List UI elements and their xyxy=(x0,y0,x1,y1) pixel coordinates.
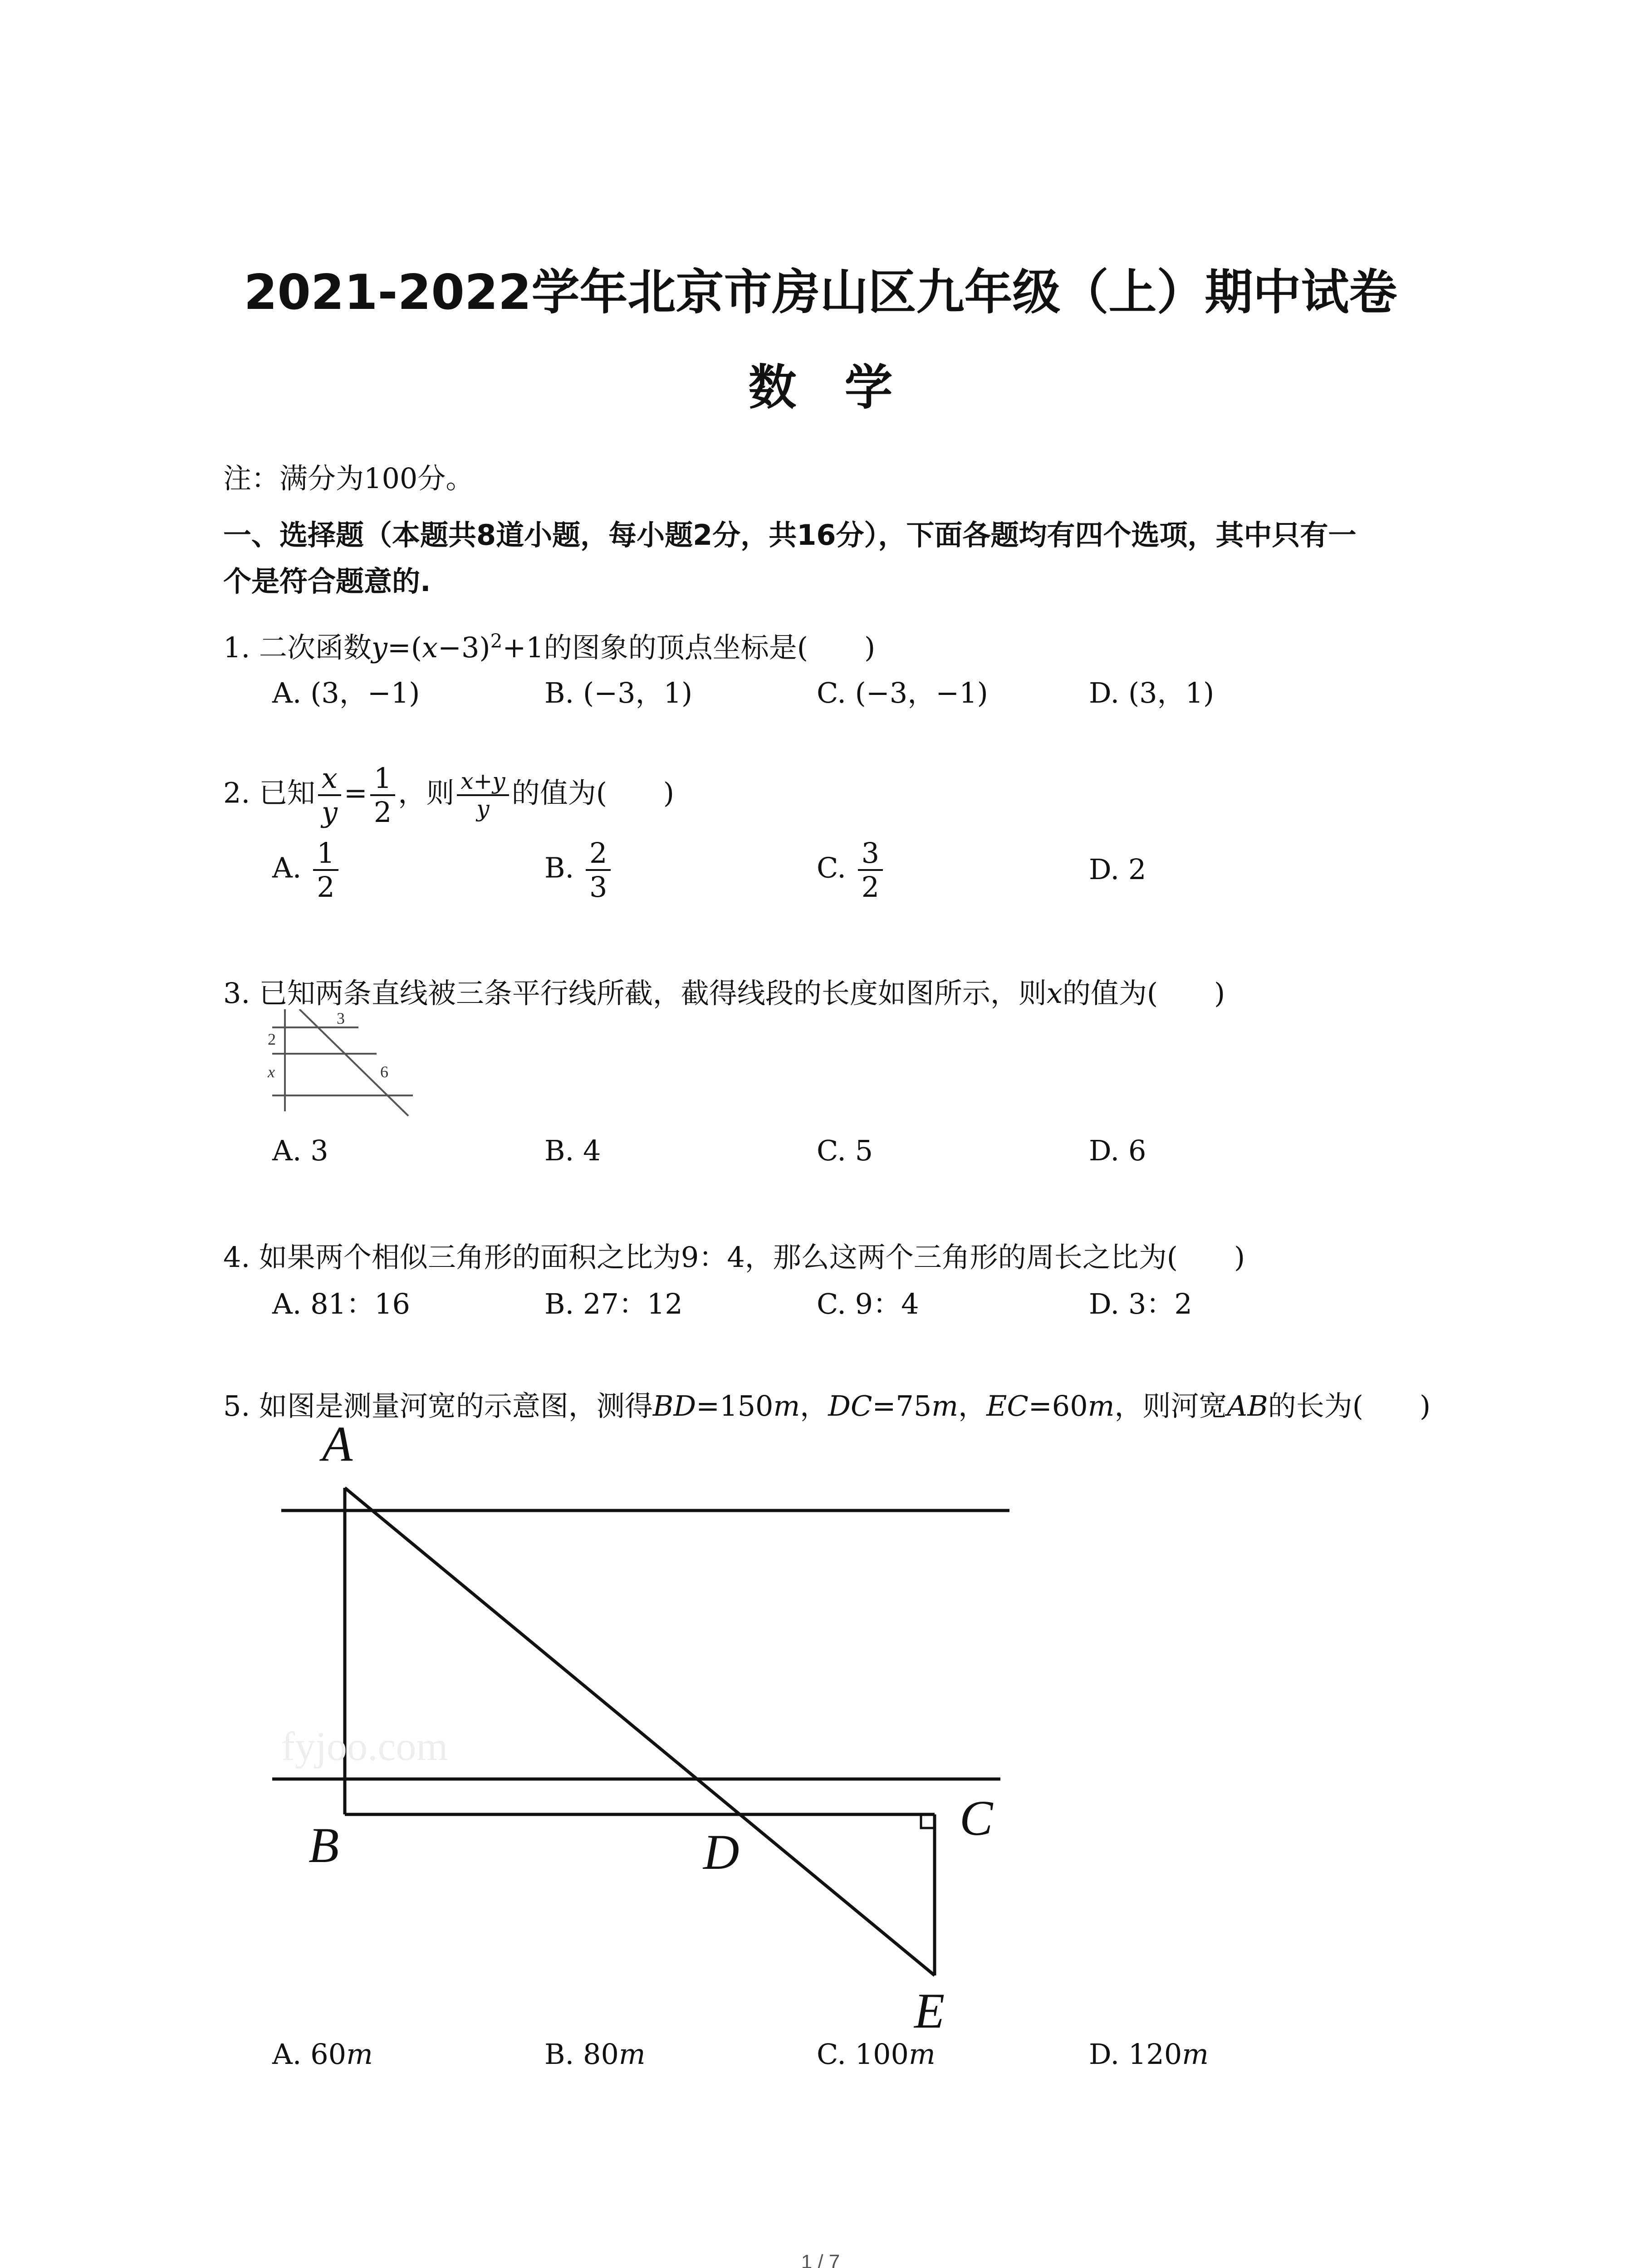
question-text: 已知 xyxy=(259,776,315,810)
option-letter: A. xyxy=(272,1287,302,1320)
option-value: 100 xyxy=(855,2038,909,2071)
question-number: 1. xyxy=(223,631,250,664)
option-letter: D. xyxy=(1089,1287,1120,1320)
option-d[interactable] xyxy=(1089,1134,1146,1167)
option-letter: B. xyxy=(544,676,574,709)
denominator: 2 xyxy=(373,796,392,829)
question-text-tail: 的值为( ) xyxy=(1062,977,1225,1010)
option-text: (−3，1) xyxy=(583,676,693,709)
question-text-tail: 的长为( ) xyxy=(1268,1389,1431,1422)
option-letter: D. xyxy=(1089,676,1120,709)
option-d[interactable] xyxy=(1089,2038,1209,2071)
question-text: 如果两个相似三角形的面积之比为9：4，那么这两个三角形的周长之比为( ) xyxy=(259,1241,1245,1274)
math-text: =( xyxy=(387,631,422,664)
segment-label-3: 3 xyxy=(337,1009,345,1027)
fraction xyxy=(858,837,883,904)
option-text: 6 xyxy=(1128,1134,1146,1167)
option-a[interactable] xyxy=(272,1134,328,1167)
question-number: 2. xyxy=(223,776,250,810)
option-text: 27：12 xyxy=(583,1287,683,1320)
question-number: 3. xyxy=(223,977,250,1010)
option-text: 81：16 xyxy=(310,1287,410,1320)
option-value: 60 xyxy=(310,2038,347,2071)
option-unit: m xyxy=(909,2038,936,2071)
option-b[interactable] xyxy=(544,837,613,904)
section-heading-line1: 一、选择题（本题共8道小题，每小题2分，共16分），下面各题均有四个选项，其中只有一 xyxy=(223,518,1357,552)
separator: ， xyxy=(800,1389,828,1422)
option-value: 120 xyxy=(1128,2038,1182,2071)
option-d[interactable] xyxy=(1089,853,1146,886)
subject-title: 数 学 xyxy=(748,360,893,415)
question-2 xyxy=(223,762,674,829)
math-text: +1 xyxy=(502,631,544,664)
option-text: (3，1) xyxy=(1128,676,1215,709)
option-letter: D. xyxy=(1089,853,1120,886)
math-var: x xyxy=(422,631,438,664)
option-text: 3：2 xyxy=(1128,1287,1192,1320)
option-b[interactable] xyxy=(544,1134,601,1167)
math-value: =60 xyxy=(1028,1389,1088,1422)
option-text: 9：4 xyxy=(855,1287,919,1320)
numerator: 1 xyxy=(370,762,395,796)
math-unit: m xyxy=(773,1389,800,1422)
option-c[interactable] xyxy=(817,837,886,904)
option-text: (3，−1) xyxy=(310,676,420,709)
option-letter: C. xyxy=(817,1134,846,1167)
option-letter: A. xyxy=(272,851,302,885)
score-note: 注：满分为100分。 xyxy=(223,462,474,495)
math-var: AB xyxy=(1227,1389,1268,1422)
question-text: ，则 xyxy=(398,776,455,810)
denominator: y xyxy=(321,796,338,829)
point-label-b: B xyxy=(309,1818,339,1873)
question-text: 如图是测量河宽的示意图，测得 xyxy=(259,1389,653,1422)
fraction xyxy=(586,837,611,904)
math-text: −3) xyxy=(438,631,490,664)
option-unit: m xyxy=(618,2038,646,2071)
point-label-d: D xyxy=(703,1824,740,1880)
option-letter: D. xyxy=(1089,1134,1120,1167)
question-text-tail: 的图象的顶点坐标是( ) xyxy=(544,631,876,664)
option-b[interactable] xyxy=(544,1281,683,1322)
numerator: 2 xyxy=(586,837,611,871)
denominator: 3 xyxy=(589,870,607,904)
option-value: 80 xyxy=(583,2038,619,2071)
question-number: 4. xyxy=(223,1241,250,1274)
point-label-a: A xyxy=(322,1416,353,1471)
option-text: (−3，−1) xyxy=(855,676,988,709)
option-letter: C. xyxy=(817,2038,846,2071)
option-b[interactable] xyxy=(544,670,692,711)
option-text: 3 xyxy=(310,1134,328,1167)
math-unit: m xyxy=(1087,1389,1115,1422)
option-c[interactable] xyxy=(817,2038,936,2071)
math-value: =75 xyxy=(872,1389,932,1422)
option-text: 4 xyxy=(583,1134,601,1167)
point-label-e: E xyxy=(914,1983,945,2038)
numerator: 1 xyxy=(313,837,338,871)
numerator: x+y xyxy=(457,768,509,797)
question-text-tail: 的值为( ) xyxy=(511,776,675,810)
watermark: fyjoo.com xyxy=(281,1724,448,1769)
option-letter: C. xyxy=(817,1287,846,1320)
river-width-figure xyxy=(254,1411,1062,2055)
denominator: y xyxy=(476,796,490,822)
question-number: 5. xyxy=(223,1389,250,1422)
option-a[interactable] xyxy=(272,837,341,904)
option-a[interactable] xyxy=(272,670,420,711)
fraction xyxy=(318,762,341,829)
denominator: 2 xyxy=(861,870,880,904)
option-letter: D. xyxy=(1089,2038,1120,2071)
option-a[interactable] xyxy=(272,1281,410,1322)
equals: = xyxy=(343,776,367,810)
option-letter: C. xyxy=(817,676,846,709)
math-var: y xyxy=(371,631,387,664)
point-label-c: C xyxy=(960,1790,993,1846)
option-unit: m xyxy=(1182,2038,1209,2071)
math-value: =150 xyxy=(696,1389,774,1422)
numerator: 3 xyxy=(858,837,883,871)
option-letter: B. xyxy=(544,1287,574,1320)
option-d[interactable] xyxy=(1089,670,1214,711)
section-heading-line2: 个是符合题意的. xyxy=(223,565,431,598)
separator: ， xyxy=(958,1389,987,1422)
option-letter: B. xyxy=(544,2038,574,2071)
page-number: 1 / 7 xyxy=(801,2251,840,2268)
numerator: x xyxy=(318,762,341,796)
fraction xyxy=(313,837,338,904)
option-letter: A. xyxy=(272,676,302,709)
option-b[interactable] xyxy=(544,2038,646,2071)
page-title: 2021-2022学年北京市房山区九年级（上）期中试卷 xyxy=(244,264,1397,320)
option-c[interactable] xyxy=(817,1281,919,1322)
option-a[interactable] xyxy=(272,2038,373,2071)
option-unit: m xyxy=(346,2038,373,2071)
math-exponent: 2 xyxy=(490,630,503,652)
option-letter: A. xyxy=(272,2038,302,2071)
denominator: 2 xyxy=(317,870,335,904)
math-var: x xyxy=(1046,977,1063,1010)
option-d[interactable] xyxy=(1089,1281,1192,1322)
math-var: DC xyxy=(828,1389,872,1422)
option-c[interactable] xyxy=(817,1134,873,1167)
question-text: 二次函数 xyxy=(259,631,372,664)
parallel-lines-figure xyxy=(263,1009,417,1123)
option-c[interactable] xyxy=(817,670,988,711)
option-text: 2 xyxy=(1128,853,1146,886)
question-4 xyxy=(223,1235,1245,1275)
fraction xyxy=(457,768,509,822)
math-unit: m xyxy=(931,1389,959,1422)
option-letter: A. xyxy=(272,1134,302,1167)
option-text: 5 xyxy=(855,1134,873,1167)
segment-label-2: 2 xyxy=(268,1030,276,1048)
math-var: EC xyxy=(986,1389,1029,1422)
option-letter: C. xyxy=(817,851,846,885)
question-text: ，则河宽 xyxy=(1114,1389,1227,1422)
fraction xyxy=(370,762,395,829)
option-letter: B. xyxy=(544,1134,574,1167)
option-letter: B. xyxy=(544,851,574,885)
question-3 xyxy=(223,971,1225,1011)
segment-label-6: 6 xyxy=(380,1063,388,1081)
segment-label-x: x xyxy=(268,1063,275,1081)
math-var: BD xyxy=(652,1389,696,1422)
question-1 xyxy=(223,625,875,665)
question-text: 已知两条直线被三条平行线所截，截得线段的长度如图所示，则 xyxy=(259,977,1047,1010)
